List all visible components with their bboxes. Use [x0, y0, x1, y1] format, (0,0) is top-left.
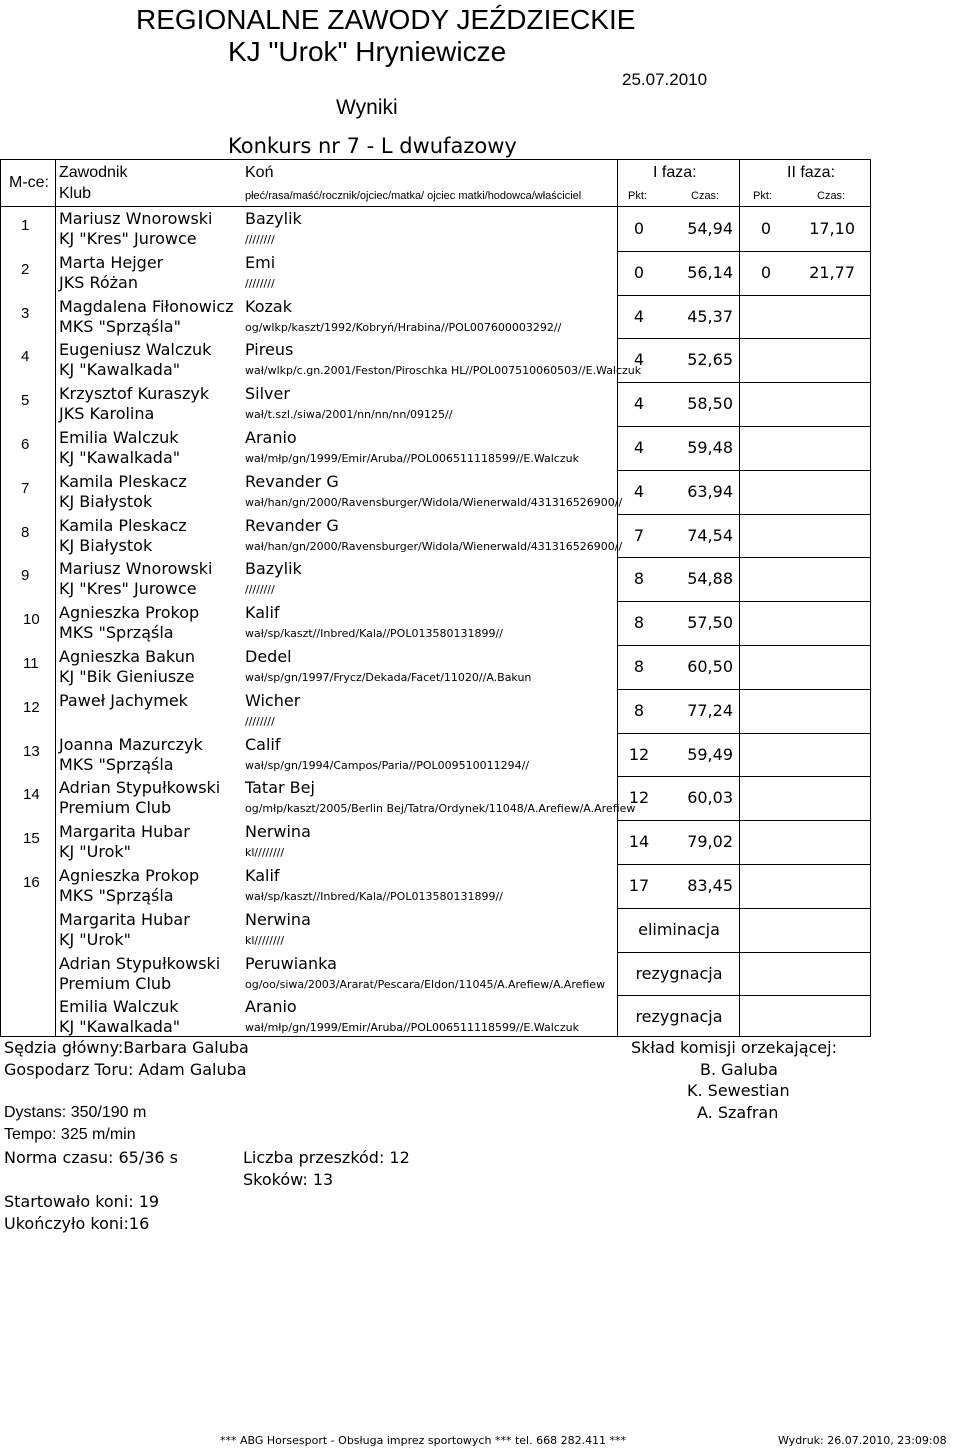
club-name: MKS "Sprząśla": [59, 316, 181, 336]
results-heading: Wyniki: [336, 96, 398, 119]
row-divider: [617, 601, 870, 602]
row-divider: [617, 952, 870, 953]
table-row: [1, 426, 872, 469]
row-divider: [617, 908, 870, 909]
row-divider: [617, 645, 870, 646]
table-row: [1, 776, 872, 819]
commission-label: Skład komisji orzekającej:: [631, 1038, 837, 1057]
phase1-points: 4: [633, 394, 645, 414]
rider-name: Kamila Pleskacz: [59, 471, 187, 491]
rider-name: Margarita Hubar: [59, 822, 190, 842]
place-cell: 8: [21, 523, 30, 541]
phase2-time: 21,77: [809, 262, 855, 282]
horse-name: Dedel: [245, 647, 292, 666]
distance: Dystans: 350/190 m: [4, 1104, 147, 1121]
club-name: JKS Karolina: [59, 404, 155, 424]
rider-name: Magdalena Fiłonowicz: [59, 296, 234, 316]
club-name: KJ Białystok: [59, 535, 153, 555]
phase1-time: 57,50: [687, 613, 733, 633]
phase2-time: 17,10: [809, 219, 855, 238]
header-phase1: I faza:: [653, 164, 697, 181]
horse-info: ////////: [245, 276, 275, 290]
club-name: KJ "Kres" Jurowce: [59, 229, 197, 248]
horse-name: Aranio: [245, 428, 297, 447]
horse-name: Bazylik: [245, 209, 302, 228]
rider-name: Krzysztof Kuraszyk: [59, 384, 210, 404]
rider-name: Mariusz Wnorowski: [59, 559, 213, 579]
horse-name: Kalif: [245, 603, 280, 623]
phase1-points: 4: [633, 438, 645, 457]
status-cell: rezygnacja: [635, 963, 723, 983]
time-norm: Norma czasu: 65/36 s: [4, 1148, 179, 1167]
commission-member: A. Szafran: [697, 1103, 779, 1122]
rider-name: Adrian Stypułkowski: [59, 778, 221, 798]
phase1-points: 8: [633, 569, 645, 589]
club-name: KJ "Urok": [59, 842, 132, 862]
table-row: [1, 864, 872, 907]
horse-info: ////////: [245, 714, 275, 728]
status-cell: rezygnacja: [635, 1007, 723, 1027]
phase1-points: 8: [633, 657, 645, 676]
phase1-points: 0: [633, 219, 645, 238]
row-divider: [617, 251, 870, 252]
jump-count: Skoków: 13: [243, 1170, 334, 1189]
horse-name: Calif: [245, 734, 281, 754]
place-cell: 9: [21, 567, 30, 585]
place-cell: 4: [21, 348, 30, 366]
place-cell: 14: [23, 786, 40, 804]
horse-name: Pireus: [245, 340, 294, 360]
table-row: [1, 733, 872, 776]
horse-name: Revander G: [245, 515, 339, 535]
table-row: [1, 995, 872, 1038]
table-row: [1, 338, 872, 381]
horse-info: wał/sp/gn/1994/Campos/Paria//POL009510011294//: [245, 758, 530, 772]
place-cell: 6: [21, 436, 30, 453]
horse-info: wał/sp/kaszt//Inbred/Kala//POL013580131899//: [245, 890, 503, 903]
row-divider: [617, 426, 870, 427]
tempo: Tempo: 325 m/min: [4, 1126, 136, 1143]
place-cell: 5: [21, 392, 30, 410]
place-cell: 3: [21, 304, 30, 322]
rider-name: Emilia Walczuk: [59, 997, 179, 1017]
club-name: KJ "Bik Gieniusze: [59, 667, 195, 686]
row-divider: [617, 382, 870, 383]
club-name: MKS "Sprząśla: [59, 754, 174, 774]
phase1-time: 79,02: [687, 832, 733, 852]
phase1-points: 4: [633, 306, 645, 326]
horse-name: Silver: [245, 384, 290, 404]
horse-info: og/oo/siwa/2003/Ararat/Pescara/Eldon/11045/A.Arefiew/A.Arefiew: [245, 977, 606, 991]
rider-name: Mariusz Wnorowski: [59, 209, 213, 228]
horse-info: kl////////: [245, 933, 285, 947]
row-divider: [617, 776, 870, 777]
header-czas2: Czas:: [817, 190, 846, 202]
phase1-points: 14: [628, 832, 650, 852]
table-row: [1, 908, 872, 951]
rider-name: Adrian Stypułkowski: [59, 953, 221, 973]
commission-member: K. Sewestian: [687, 1081, 790, 1100]
phase1-time: 45,37: [687, 306, 733, 326]
horse-info: ////////: [245, 233, 275, 246]
commission-member: B. Galuba: [700, 1060, 778, 1079]
head-judge: Sędzia główny:Barbara Galuba: [4, 1038, 249, 1057]
footer-printed: Wydruk: 26.07.2010, 23:09:08: [778, 1434, 947, 1447]
phase1-time: 83,45: [687, 876, 733, 895]
phase1-time: 54,88: [687, 569, 733, 589]
row-divider: [617, 470, 870, 471]
row-divider: [617, 295, 870, 296]
phase1-time: 58,50: [687, 394, 733, 414]
horse-info: kl////////: [245, 846, 285, 860]
horse-name: Tatar Bej: [245, 778, 315, 798]
row-divider: [617, 689, 870, 690]
header-horse: Koń: [245, 164, 274, 181]
phase1-points: 0: [633, 262, 645, 282]
horse-info: wał/wlkp/c.gn.2001/Feston/Piroschka HL//POL007510060503//E.Walczuk: [245, 364, 642, 378]
horse-name: Nerwina: [245, 822, 311, 842]
club-name: KJ "Kawalkada": [59, 448, 181, 467]
horse-info: og/młp/kaszt/2005/Berlin Bej/Tatra/Ordynek/11048/A.Arefiew/A.Arefiew: [245, 802, 636, 816]
phase1-time: 52,65: [687, 350, 733, 370]
club-name: Premium Club: [59, 798, 172, 818]
rider-name: Margarita Hubar: [59, 909, 190, 929]
row-divider: [617, 733, 870, 734]
row-divider: [617, 995, 870, 996]
club-name: MKS "Sprząśla: [59, 886, 174, 905]
club-name: KJ "Kawalkada": [59, 360, 181, 380]
header-phase2: II faza:: [787, 164, 836, 181]
phase1-points: 8: [633, 700, 645, 720]
horse-info: ////////: [245, 583, 275, 597]
place-cell: 10: [23, 611, 40, 629]
row-divider: [617, 557, 870, 558]
table-row: [1, 514, 872, 557]
phase2-points: 0: [760, 219, 772, 238]
row-divider: [617, 514, 870, 515]
rider-name: Marta Hejger: [59, 252, 164, 272]
event-title: REGIONALNE ZAWODY JEŹDZIECKIE: [136, 4, 636, 35]
rider-name: Emilia Walczuk: [59, 428, 179, 447]
club-name: KJ "Kawalkada": [59, 1017, 181, 1037]
phase1-points: 7: [633, 525, 645, 545]
rider-name: Agnieszka Prokop: [59, 603, 200, 623]
header-rider: Zawodnik: [59, 164, 128, 181]
horse-info: wał/han/gn/2000/Ravensburger/Widola/Wienerwald/431316526900//: [245, 495, 623, 509]
club-name: KJ "Kres" Jurowce: [59, 579, 197, 599]
row-divider: [617, 820, 870, 821]
table-row: [1, 645, 872, 688]
obstacle-count: Liczba przeszkód: 12: [243, 1148, 410, 1167]
rider-name: Joanna Mazurczyk: [59, 734, 203, 754]
phase1-points: 4: [633, 481, 645, 501]
course-designer: Gospodarz Toru: Adam Galuba: [4, 1060, 247, 1079]
competition-title: Konkurs nr 7 - L dwufazowy: [228, 134, 517, 158]
place-cell: 2: [21, 260, 30, 278]
horse-info: wał/młp/gn/1999/Emir/Aruba//POL006511118599//E.Walczuk: [245, 452, 579, 465]
place-cell: 7: [21, 479, 30, 497]
started-count: Startowało koni: 19: [4, 1192, 160, 1211]
header-club: Klub: [59, 185, 92, 202]
place-cell: 16: [23, 874, 40, 891]
rider-name: Eugeniusz Walczuk: [59, 340, 212, 360]
horse-name: Kalif: [245, 866, 280, 885]
phase1-time: 54,94: [687, 219, 733, 238]
horse-name: Emi: [245, 252, 276, 272]
row-divider: [617, 338, 870, 339]
table-row: [1, 952, 872, 995]
venue-title: KJ "Urok" Hryniewicze: [228, 36, 507, 67]
table-row: [1, 382, 872, 425]
table-row: [1, 295, 872, 338]
rider-name: Kamila Pleskacz: [59, 515, 187, 535]
header-czas1: Czas:: [691, 190, 720, 202]
horse-name: Wicher: [245, 690, 301, 710]
rider-name: Paweł Jachymek: [59, 690, 188, 710]
place-cell: 13: [23, 742, 40, 760]
phase1-time: 60,50: [687, 657, 733, 676]
horse-info: wał/młp/gn/1999/Emir/Aruba//POL006511118599//E.Walczuk: [245, 1021, 579, 1035]
table-row: [1, 251, 872, 294]
horse-name: Peruwianka: [245, 953, 337, 973]
header-pkt1: Pkt:: [628, 190, 647, 202]
horse-info: wał/han/gn/2000/Ravensburger/Widola/Wienerwald/431316526900//: [245, 539, 623, 553]
header-place: M-ce:: [9, 174, 49, 191]
horse-info: wał/sp/gn/1997/Frycz/Dekada/Facet/11020//A.Bakun: [245, 671, 532, 684]
header-horse-info: płeć/rasa/maść/rocznik/ojciec/matka/ ojciec matki/hodowca/właściciel: [245, 190, 582, 202]
status-cell: eliminacja: [638, 919, 720, 939]
table-row: [1, 207, 872, 250]
horse-info: og/wlkp/kaszt/1992/Kobryń/Hrabina//POL007600003292//: [245, 320, 562, 334]
rider-name: Agnieszka Prokop: [59, 866, 200, 885]
phase1-points: 17: [628, 876, 650, 895]
phase1-time: 63,94: [687, 481, 733, 501]
club-name: Premium Club: [59, 973, 172, 993]
club-name: KJ "Urok": [59, 929, 132, 949]
horse-info: wał/sp/kaszt//Inbred/Kala//POL013580131899//: [245, 627, 503, 641]
place-cell: 12: [23, 698, 40, 716]
club-name: MKS "Sprząśla: [59, 623, 174, 643]
rider-name: Agnieszka Bakun: [59, 647, 195, 666]
table-row: [1, 601, 872, 644]
club-name: JKS Różan: [59, 272, 138, 292]
club-name: KJ Białystok: [59, 491, 153, 511]
row-divider: [617, 864, 870, 865]
place-cell: 1: [21, 217, 30, 234]
phase1-time: 59,48: [687, 438, 733, 457]
table-row: [1, 820, 872, 863]
horse-name: Kozak: [245, 296, 292, 316]
place-cell: 11: [23, 655, 39, 672]
phase1-time: 74,54: [687, 525, 733, 545]
phase1-points: 8: [633, 613, 645, 633]
phase1-time: 56,14: [687, 262, 733, 282]
horse-name: Bazylik: [245, 559, 302, 579]
finished-count: Ukończyło koni:16: [4, 1214, 150, 1233]
phase1-points: 12: [628, 788, 650, 808]
phase1-time: 77,24: [687, 700, 733, 720]
header-pkt2: Pkt:: [753, 190, 772, 202]
results-table: [0, 159, 871, 1037]
footer-company: *** ABG Horsesport - Obsługa imprez sportowych *** tel. 668 282.411 ***: [220, 1434, 627, 1447]
horse-name: Revander G: [245, 471, 339, 491]
table-row: [1, 470, 872, 513]
table-row: [1, 689, 872, 732]
horse-name: Nerwina: [245, 909, 311, 929]
horse-info: wał/t.szl./siwa/2001/nn/nn/nn/09125//: [245, 408, 453, 422]
phase2-points: 0: [760, 262, 772, 282]
table-row: [1, 557, 872, 600]
phase1-time: 60,03: [687, 788, 733, 808]
place-cell: 15: [23, 830, 40, 848]
phase1-time: 59,49: [687, 744, 733, 764]
phase1-points: 12: [628, 744, 650, 764]
phase1-points: 4: [633, 350, 645, 370]
horse-name: Aranio: [245, 997, 297, 1017]
event-date: 25.07.2010: [622, 70, 708, 89]
